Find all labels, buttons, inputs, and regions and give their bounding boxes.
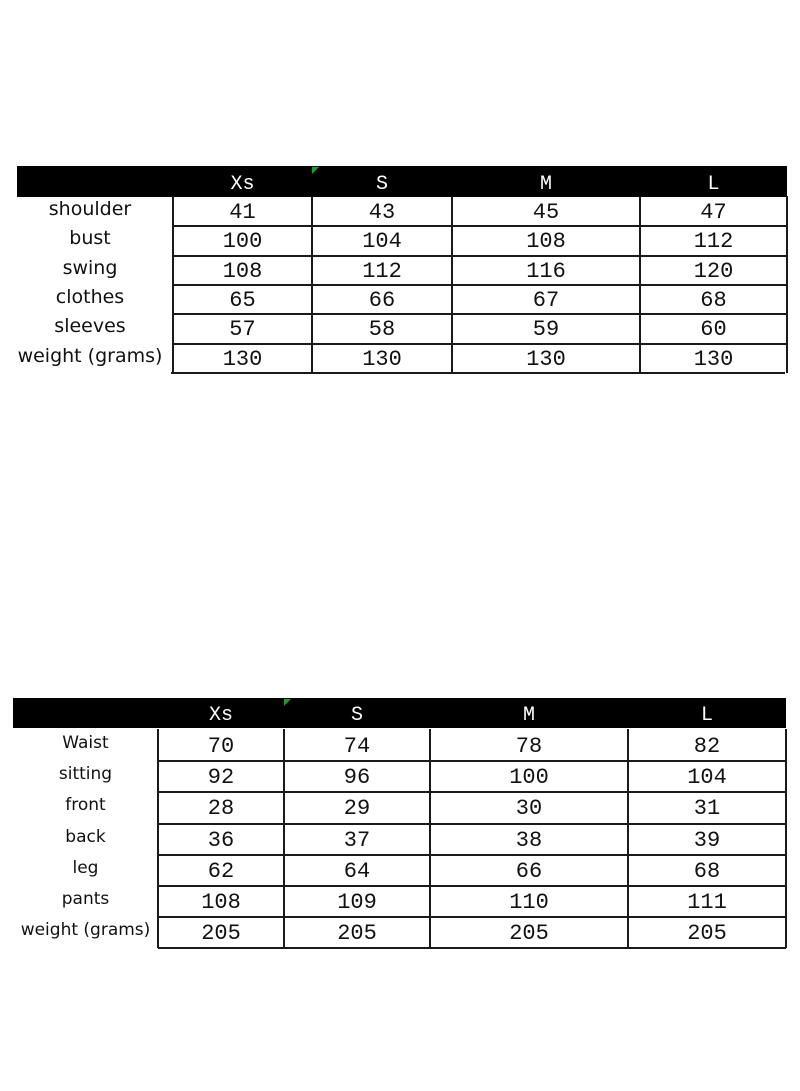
measurement-cell: 47: [700, 200, 727, 225]
measurement-cell: 112: [693, 229, 734, 255]
size-header: Xs: [208, 704, 233, 727]
measurement-cell: 31: [693, 796, 721, 822]
measurement-cell: 100: [509, 765, 549, 791]
column-divider: [451, 196, 453, 373]
measurement-cell: 130: [362, 346, 402, 372]
measurement-cell: 57: [229, 317, 256, 343]
row-label: pants: [61, 889, 110, 909]
measurement-cell: 29: [343, 796, 371, 822]
cell-comment-marker: [284, 699, 291, 706]
measurement-cell: 205: [687, 921, 727, 947]
measurement-cell: 28: [207, 796, 235, 822]
size-header: Xs: [230, 173, 255, 196]
table-header: [17, 166, 787, 197]
measurement-cell: 59: [532, 317, 560, 343]
size-header: S: [375, 173, 388, 196]
measurement-cell: 60: [700, 317, 727, 343]
measurement-cell: 205: [337, 921, 377, 947]
row-label: weight (grams): [17, 344, 163, 367]
table-header: [13, 698, 786, 728]
size-header: M: [539, 173, 552, 196]
row-label: leg: [72, 857, 99, 878]
measurement-cell: 38: [515, 827, 543, 853]
measurement-cell: 104: [687, 765, 727, 791]
row-label: sleeves: [54, 315, 126, 338]
measurement-cell: 108: [526, 229, 566, 255]
measurement-cell: 82: [693, 734, 721, 759]
row-label: clothes: [55, 285, 125, 308]
measurement-cell: 37: [343, 827, 371, 853]
measurement-cell: 43: [368, 200, 396, 225]
column-divider: [429, 729, 431, 948]
measurement-cell: 58: [368, 317, 396, 343]
column-divider: [785, 729, 787, 948]
measurement-cell: 109: [337, 890, 377, 915]
measurement-cell: 92: [207, 765, 235, 791]
measurement-cell: 66: [368, 287, 396, 313]
row-divider: [171, 372, 785, 374]
size-header: S: [350, 704, 363, 727]
measurement-cell: 111: [687, 890, 727, 915]
size-header: L: [700, 704, 713, 727]
measurement-cell: 100: [222, 229, 263, 255]
measurement-cell: 130: [222, 346, 263, 372]
measurement-cell: 120: [693, 258, 734, 284]
measurement-cell: 41: [229, 200, 256, 225]
column-divider: [311, 196, 313, 373]
measurement-cell: 108: [222, 258, 263, 284]
row-label: swing: [62, 256, 118, 279]
measurement-cell: 36: [207, 827, 235, 853]
measurement-cell: 39: [693, 827, 721, 853]
measurement-cell: 108: [201, 890, 241, 915]
cell-comment-marker: [312, 167, 319, 174]
measurement-cell: 205: [201, 921, 241, 947]
measurement-cell: 112: [362, 258, 402, 284]
measurement-cell: 30: [515, 796, 543, 822]
row-divider: [158, 947, 786, 949]
measurement-cell: 96: [343, 765, 371, 791]
column-divider: [786, 196, 788, 373]
column-divider: [639, 196, 641, 373]
row-label: back: [65, 826, 106, 847]
measurement-cell: 68: [693, 858, 721, 884]
column-divider: [172, 196, 174, 373]
row-label: weight (grams): [20, 920, 151, 941]
measurement-cell: 130: [693, 346, 734, 372]
measurement-cell: 65: [229, 287, 256, 313]
measurement-cell: 45: [532, 200, 560, 225]
measurement-cell: 67: [532, 287, 560, 313]
measurement-cell: 104: [362, 229, 402, 255]
measurement-cell: 66: [515, 858, 543, 884]
measurement-cell: 110: [509, 890, 549, 915]
row-label: sitting: [58, 764, 113, 785]
measurement-cell: 74: [343, 734, 371, 759]
size-header: M: [522, 704, 535, 727]
measurement-cell: 70: [207, 734, 235, 759]
measurement-cell: 62: [207, 858, 235, 884]
column-divider: [157, 729, 159, 948]
row-label: bust: [69, 227, 111, 250]
column-divider: [283, 729, 285, 948]
row-label: Waist: [62, 733, 109, 753]
measurement-cell: 68: [700, 287, 727, 313]
row-label: shoulder: [48, 198, 132, 220]
measurement-cell: 205: [509, 921, 549, 947]
measurement-cell: 130: [526, 346, 566, 372]
measurement-cell: 64: [343, 858, 371, 884]
row-label: front: [65, 795, 106, 816]
size-header: L: [707, 173, 720, 196]
measurement-cell: 78: [515, 734, 543, 759]
measurement-cell: 116: [526, 258, 566, 284]
column-divider: [627, 729, 629, 948]
